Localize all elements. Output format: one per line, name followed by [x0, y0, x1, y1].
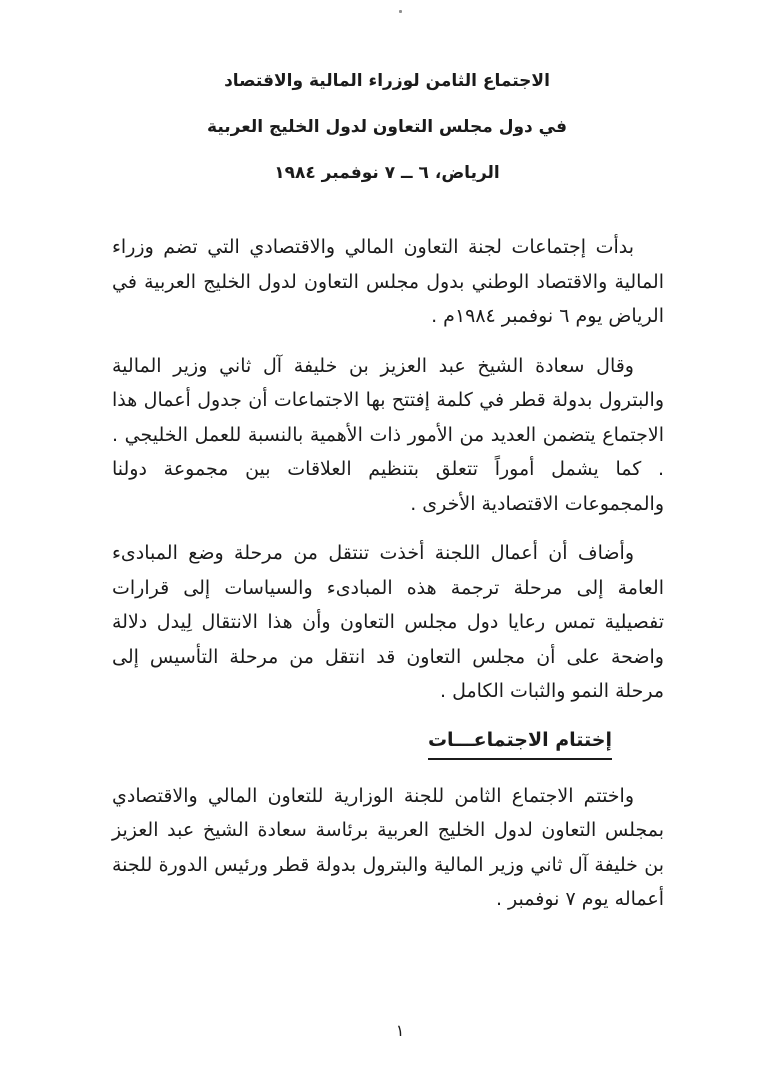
scan-speck	[399, 10, 402, 13]
title-line-1: الاجتماع الثامن لوزراء المالية والاقتصاد	[224, 71, 550, 91]
section-heading	[112, 725, 612, 755]
page-number: ١	[395, 1021, 405, 1040]
document-body	[112, 230, 664, 932]
body-paragraph-2: وقال سعادة الشيخ عبد العزيز بن خليفة آل ثاني وزير المالية والبترول بدولة قطر في كلمة إفتتح بها الاجتماعات أن جدول أعمال هذا الاجتماع يتضمن العديد من الأمور ذات الأهمية بالنسبة للعمل الخليجي . . كما يشمل أموراً تتعلق بتنظيم العلاقات بين مجموعة دولنا والمجموعات الاقتصادية الأخرى .	[112, 354, 664, 515]
document-title-block	[0, 58, 774, 196]
closing-paragraph: واختتم الاجتماع الثامن للجنة الوزارية للتعاون المالي والاقتصادي بمجلس التعاون لدول الخليج العربية برئاسة سعادة الشيخ عبد العزيز بن خليفة آل ثاني وزير المالية والبترول بدولة قطر ورئيس الدورة للجنة أعماله يوم ٧ نوفمبر .	[112, 784, 664, 910]
body-paragraph-1: بدأت إجتماعات لجنة التعاون المالي والاقتصادي التي تضم وزراء المالية والاقتصاد الوطني بدول مجلس التعاون لدول الخليج العربية في الرياض يوم ٦ نوفمبر ١٩٨٤م .	[112, 236, 664, 327]
body-paragraph-3: وأضاف أن أعمال اللجنة أخذت تنتقل من مرحلة وضع المبادىء العامة إلى مرحلة ترجمة هذه المبادىء والسياسات إلى قرارات تفصيلية تمس رعايا دول مجلس التعاون وأن هذا الانتقال لِيدل دلالة واضحة على أن مجلس التعاون قد انتقل من مرحلة التأسيس إلى مرحلة النمو والثبات الكامل .	[112, 542, 664, 702]
page-footer	[0, 1018, 774, 1044]
title-line-3: الرياض، ٦ ــ ٧ نوفمبر ١٩٨٤	[274, 163, 500, 183]
title-line-2: في دول مجلس التعاون لدول الخليج العربية	[207, 117, 567, 137]
section-heading-text: إختتام الاجتماعـــات	[428, 729, 612, 760]
